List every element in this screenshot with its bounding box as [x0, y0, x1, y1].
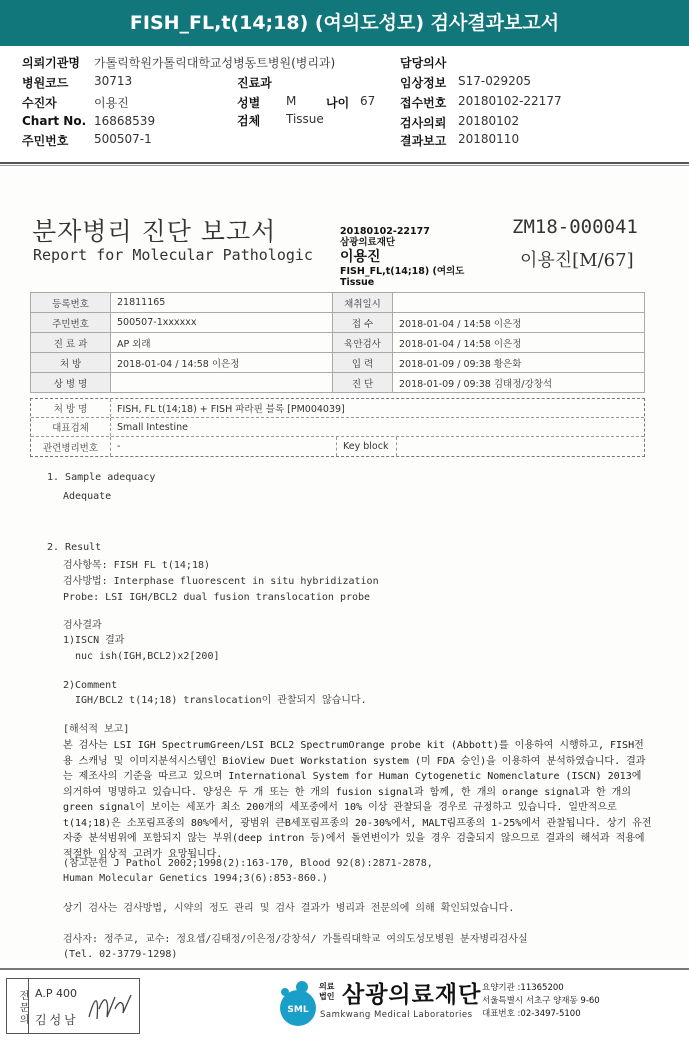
related-value: -	[111, 437, 337, 456]
specimen-value: Tissue	[286, 112, 324, 126]
resident-no-label: 주민번호	[31, 313, 111, 333]
section-sample-value: Adequate	[63, 491, 112, 502]
receipt-no-label: 접수번호	[400, 96, 447, 110]
order-value: 2018-01-04 / 14:58 이은정	[111, 353, 333, 373]
sticker-name: 이용진	[340, 249, 381, 265]
chart-value: 16868539	[94, 114, 156, 128]
report-date-value: 20180110	[458, 132, 520, 146]
stamp-side-label: 전문의	[7, 979, 29, 1033]
rx-value: FISH, FL t(14;18) + FISH 파라핀 블록 [PM004039]	[117, 404, 345, 415]
resident-label: 주민번호	[22, 134, 69, 148]
logo-text: SML	[287, 1005, 309, 1015]
dept-label: 진료과	[237, 76, 272, 90]
org-name: 삼광의료재단	[342, 982, 482, 1008]
table-row	[31, 399, 644, 418]
report-date-label: 결과보고	[400, 134, 447, 148]
document-number: ZM18-000041	[512, 216, 638, 238]
institution-value: 가톨릭학원가톨릭대학교성병동트병원(병리과)	[94, 56, 336, 70]
resident-value: 500507-1	[94, 132, 152, 146]
tel-line: (Tel. 02-3779-1298)	[63, 949, 178, 960]
receipt-label: 접 수	[333, 313, 393, 333]
stamp-name: 김성남	[35, 1013, 79, 1027]
chart-label: Chart No.	[22, 114, 87, 128]
rep-value: Small Intestine	[117, 421, 188, 433]
age-value: 67	[360, 94, 376, 108]
collect-label: 채취일시	[333, 293, 393, 313]
staff-line: 검사자: 정주교, 교수: 정요셉/김태정/이은정/강창석/ 가톨릭대학교 여의도성모병원 분자병리검사실	[63, 934, 528, 945]
comment-heading: 2)Comment	[63, 680, 118, 691]
table-row	[31, 293, 645, 313]
resident-no-value: 500507-1xxxxxx	[111, 313, 333, 333]
dept-row-label: 진 료 과	[31, 333, 111, 353]
iscn-heading: 1)ISCN 결과	[63, 635, 125, 646]
table-row	[31, 373, 645, 393]
report-banner-title: FISH_FL,t(14;18) (여의도성모) 검사결과보고서	[0, 0, 689, 46]
gross-value: 2018-01-04 / 14:58 이은정	[393, 333, 645, 353]
confirm-statement: 상기 검사는 검사방법, 시약의 정도 관리 및 검사 결과가 병리과 전문의에 의해 확인되었습니다.	[63, 903, 515, 914]
specimen-label-sticker	[340, 226, 480, 288]
rx-label: 처 방 명	[31, 399, 111, 417]
section-sample-title: 1. Sample adequacy	[47, 472, 156, 483]
receipt-value: 2018-01-04 / 14:58 이은정	[393, 313, 645, 333]
table-row	[31, 333, 645, 353]
test-item-line: 검사항목: FISH FL t(14;18)	[63, 560, 211, 571]
table-row	[31, 418, 644, 437]
hospital-code-value: 30713	[94, 74, 133, 88]
hospital-code-label: 병원코드	[22, 76, 69, 90]
clinical-info-label: 임상정보	[400, 76, 447, 90]
report-header	[0, 46, 689, 162]
receipt-no-value: 20180102-22177	[458, 94, 562, 108]
order-dashed-box	[30, 398, 645, 457]
org-phone: 대표번호 :02-3497-5100	[482, 1009, 581, 1019]
org-sub-line2: 법인	[319, 992, 335, 1001]
diag-label: 진 단	[333, 373, 393, 393]
document-patient: 이용진[M/67]	[520, 250, 634, 271]
age-label: 나이	[326, 96, 350, 110]
sticker-receipt: 20180102-22177	[340, 226, 430, 237]
request-date-label: 검사의뢰	[400, 116, 447, 130]
clinical-info-value: S17-029205	[458, 74, 532, 88]
header-divider	[0, 162, 689, 166]
institution-label: 의뢰기관명	[22, 56, 80, 70]
stamp-license: A.P 400	[35, 987, 77, 1000]
entry-label: 입 력	[333, 353, 393, 373]
ward-label: 상 병 명	[31, 373, 111, 393]
org-address: 서울특별시 서초구 양재동 9-60	[482, 996, 600, 1006]
sex-label: 성별	[237, 96, 261, 110]
section-result-title: 2. Result	[47, 542, 102, 553]
related-label: 관련병리번호	[31, 437, 111, 456]
sml-logo-icon	[272, 978, 324, 1030]
patient-label: 수진자	[22, 96, 57, 110]
scanned-report	[0, 168, 689, 968]
request-date-value: 20180102	[458, 114, 520, 128]
org-address-block	[482, 982, 600, 1021]
org-sub-line1: 의료	[319, 982, 335, 991]
signature-icon	[85, 989, 135, 1025]
report-title-ko: 분자병리 진단 보고서	[32, 217, 277, 246]
iscn-result: nuc ish(IGH,BCL2)x2[200]	[75, 651, 220, 662]
report-info-table	[30, 292, 645, 393]
probe-line: Probe: LSI IGH/BCL2 dual fusion translocation probe	[63, 592, 371, 603]
patient-value: 이용진	[94, 96, 129, 110]
table-row	[31, 437, 644, 456]
org-type	[319, 982, 334, 1002]
gross-label: 육안검사	[333, 333, 393, 353]
specimen-label: 검체	[237, 114, 261, 128]
diag-value: 2018-01-09 / 09:38 김태정/강창석	[393, 373, 645, 393]
test-method-line: 검사방법: Interphase fluorescent in situ hybridization	[63, 576, 379, 587]
comment-text: IGH/BCL2 t(14;18) translocation이 관찰되지 않습니다.	[75, 695, 367, 706]
ward-value	[111, 373, 333, 393]
interpretation-heading: [해석적 보고]	[63, 724, 130, 735]
sticker-test: FISH_FL,t(14;18) (여의도	[340, 266, 465, 277]
table-row	[31, 353, 645, 373]
report-footer	[0, 968, 689, 1040]
key-block-label: Key block	[337, 437, 397, 456]
reg-no-value: 21811165	[111, 293, 333, 313]
result-heading: 검사결과	[63, 620, 102, 631]
dept-row-value: AP 외래	[111, 333, 333, 353]
collect-value	[393, 293, 645, 313]
org-code: 요양기관 :11365200	[482, 983, 564, 993]
reference-line-2: Human Molecular Genetics 1994;3(6):853-860.)	[63, 873, 328, 884]
order-label: 처 방	[31, 353, 111, 373]
sex-value: M	[286, 94, 297, 108]
sticker-specimen: Tissue	[340, 277, 375, 288]
org-name-en: Samkwang Medical Laboratories	[320, 1010, 473, 1020]
interpretation-text: 본 검사는 LSI IGH SpectrumGreen/LSI BCL2 SpectrumOrange probe kit (Abbott)를 이용하여 시행하고, FISH전용 스캐닝 및 이미지분석시스템인 BioView Duet Workstation system (미 FDA 승인)을 이용하여 분석하였습니다. 결과는 제조사의 기준을 따르고 있으며 International System for Human Cytogenetic Nomenclature (ISCN) 2013에 의거하여 명명하고 있습니다. 양성은 두 개 또는 한 개의 fusion signal과 함께, 한 개의 orange signal과 한 개의 green signal이 보이는 세포가 최소 200개의 세포중에서 10% 이상 관찰되을 경우로 규정하고 있습니다. 일반적으로 t(14;18)은 소포림프종의 80%에서, 광범위 큰B세포림프종의 20-30%에서, MALT림프종의 1-25%에서 관찰됩니다. 상기 유전자중 분석범위에 포함되지 않는 부위(deep intron 등)에서 돌연변이가 있을 경우 검출되지 않으므로 결과의 해석과 적용에 적절한 임상적 고려가 요망됩니다.	[63, 740, 652, 860]
sticker-org: 삼광의료재단	[340, 237, 396, 248]
rep-label: 대표검체	[31, 418, 111, 436]
entry-value: 2018-01-09 / 09:38 황은화	[393, 353, 645, 373]
report-title-en: Report for Molecular Pathologic	[33, 246, 313, 264]
reg-no-label: 등록번호	[31, 293, 111, 313]
table-row	[31, 313, 645, 333]
reference-line-1: (참고문헌 J Pathol 2002;1998(2):163-170, Blood 92(8):2871-2878,	[63, 858, 433, 869]
pathologist-stamp	[6, 978, 140, 1034]
doctor-label: 담당의사	[400, 56, 447, 70]
